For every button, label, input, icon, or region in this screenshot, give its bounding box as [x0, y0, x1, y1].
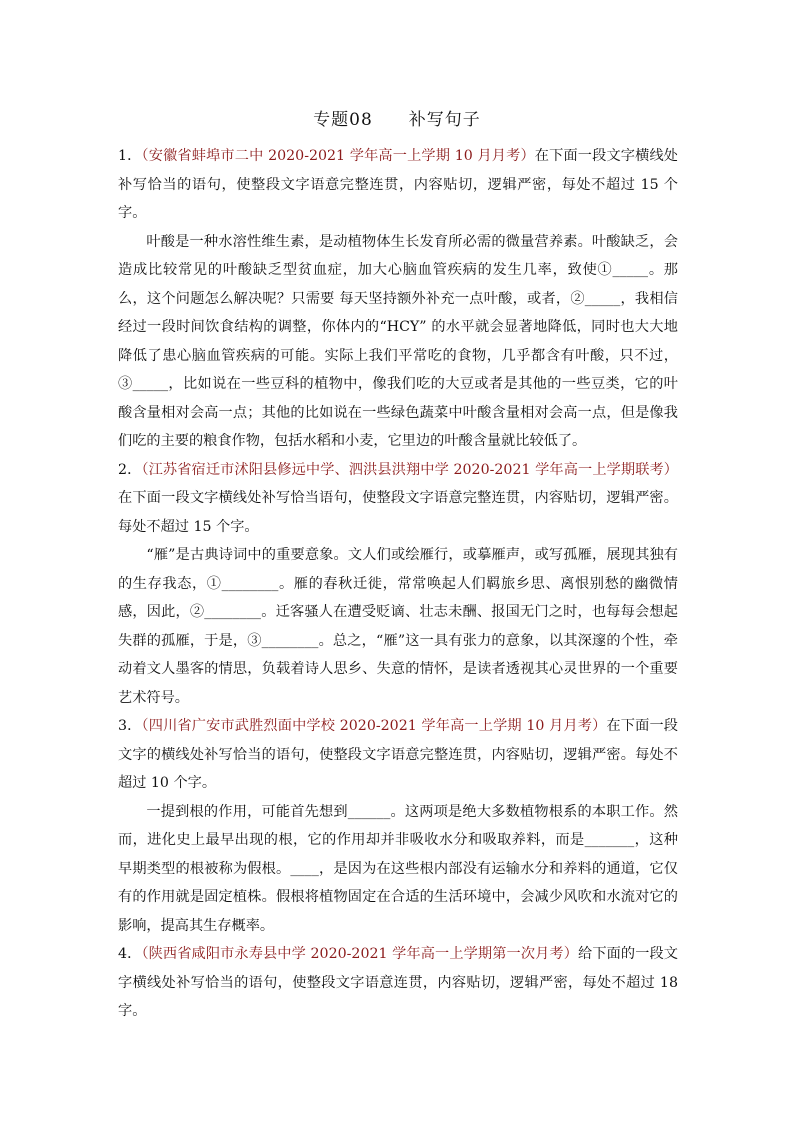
- question-2-passage: “雁”是古典诗词中的重要意象。文人们或绘雁行，或摹雁声，或写孤雁，展现其独有的生存我态，①________。雁的春秋迁徙，常常唤起人们羁旅乡思、离恨别愁的幽微情感，因此，②________。迁客骚人在遭受贬谪、壮志未酬、报国无门之时，也每每会想起失群的孤雁，于是，③________。总之，“雁”这一具有张力的意象，以其深邃的个性，牵动着文人墨客的情思，负载着诗人思乡、失意的情怀，是读者透视其心灵世界的一个重要艺术符号。: [118, 547, 678, 706]
- question-instruction: 在下面一段文字横线处补写恰当语句，使整段文字语意完整连贯，内容贴切，逻辑严密。每处不超过 15 个字。: [118, 490, 678, 535]
- question-instruction: 给下面的一段文字横线处补写恰当的语句，使整段文字语意连贯，内容贴切，逻辑严密，每处不超过 18 字。: [118, 946, 678, 1019]
- question-1-prompt: [118, 142, 678, 228]
- question-source: （江苏省宿迁市沭阳县修远中学、泗洪县洪翔中学 2020-2021 学年高一上学期联考）: [141, 461, 678, 478]
- question-source: （四川省广安市武胜烈面中学校 2020-2021 学年高一上学期 10 月月考）: [141, 718, 607, 734]
- question-number: 3．: [118, 718, 142, 734]
- question-2-prompt: [118, 456, 678, 542]
- question-number: 1．: [118, 148, 142, 164]
- question-number: 4．: [118, 946, 142, 962]
- document-body: [118, 142, 678, 1026]
- question-instruction: 在下面一段文字的横线处补写恰当的语句，使整段文字语意完整连贯，内容贴切，逻辑严密。每处不超过 10 个字。: [118, 718, 678, 791]
- question-4-prompt: [118, 940, 678, 1026]
- question-number: 2．: [118, 461, 142, 478]
- question-3-passage: 一提到根的作用，可能首先想到______。这两项是绝大多数植物根系的本职工作。然而，进化史上最早出现的根，它的作用却并非吸收水分和吸取养料，而是_______，这种早期类型的根被称为假根。____，是因为在这些根内部没有运输水分和养料的通道，它仅有的作用就是固定植株。假根将植物固定在合适的生活环境中，会减少风吹和水流对它的影响，提高其生存概率。: [118, 803, 678, 934]
- question-source: （安徽省蚌埠市二中 2020-2021 学年高一上学期 10 月月考）: [141, 148, 535, 164]
- page-title: 专题08 补写句子: [313, 110, 481, 130]
- question-1-passage: 叶酸是一种水溶性维生素，是动植物体生长发育所必需的微量营养素。叶酸缺乏，会造成比较常见的叶酸缺乏型贫血症，加大心脑血管疾病的发生几率，致使①_____。那么，这个问题怎么解决呢？只需要 每天坚持额外补充一点叶酸，或者，②_____，我相信经过一段时间饮食结构的调整，你体内的“HCY” 的水平就会显著地降低，同时也大大地降低了患心脑血管疾病的可能。实际上我们平常吃的食物，几乎都含有叶酸，只不过，③_____，比如说在一些豆科的植物中，像我们吃的大豆或者是其他的一些豆类，它的叶酸含量相对会高一点；其他的比如说在一些绿色蔬菜中叶酸含量相对会高一点，但是像我们吃的主要的粮食作物，包括水稻和小麦，它里边的叶酸含量就比较低了。: [118, 233, 678, 449]
- question-3-prompt: [118, 712, 678, 798]
- question-source: （陕西省咸阳市永寿县中学 2020-2021 学年高一上学期第一次月考）: [141, 946, 579, 962]
- question-instruction: 在下面一段文字横线处补写恰当的语句，使整段文字语意完整连贯，内容贴切，逻辑严密，每处不超过 15 个字。: [118, 148, 678, 221]
